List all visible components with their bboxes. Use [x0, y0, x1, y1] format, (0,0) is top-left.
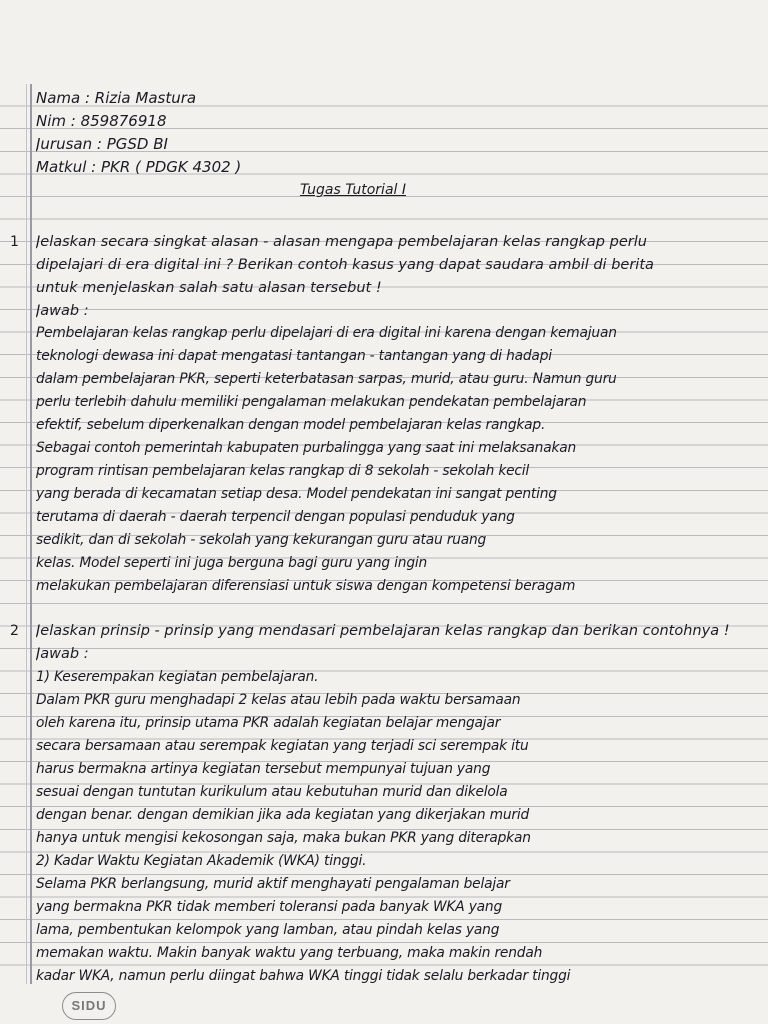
- q2-answer-8: hanya untuk mengisi kekosongan saja, maka bukan PKR yang diterapkan: [36, 830, 531, 846]
- q1-answer-6: Sebagai contoh pemerintah kabupaten purbalingga yang saat ini melaksanakan: [36, 440, 577, 456]
- q2-answer-14: kadar WKA, namun perlu diingat bahwa WKA tinggi tidak selalu berkadar tinggi: [36, 968, 571, 984]
- q1-line-3: untuk menjelaskan salah satu alasan tersebut !: [36, 280, 382, 296]
- student-name: Nama : Rizia Mastura: [36, 89, 197, 107]
- q1-answer-5: efektif, sebelum diperkenalkan dengan model pembelajaran kelas rangkap.: [36, 417, 546, 433]
- q2-answer-2: Dalam PKR guru menghadapi 2 kelas atau lebih pada waktu bersamaan: [36, 692, 521, 708]
- sidu-logo: SIDU: [62, 992, 116, 1020]
- q2-answer-13: memakan waktu. Makin banyak waktu yang terbuang, maka makin rendah: [36, 945, 543, 961]
- q1-answer-3: dalam pembelajaran PKR, seperti keterbatasan sarpas, murid, atau guru. Namun guru: [36, 371, 617, 387]
- q2-answer-12: lama, pembentukan kelompok yang lamban, atau pindah kelas yang: [36, 922, 500, 938]
- course: Matkul : PKR ( PDGK 4302 ): [36, 158, 242, 176]
- q1-answer-4: perlu terlebih dahulu memiliki pengalaman melakukan pendekatan pembelajaran: [36, 394, 587, 410]
- question-number-1: 1: [10, 234, 19, 250]
- q2-answer-3: oleh karena itu, prinsip utama PKR adalah kegiatan belajar mengajar: [36, 715, 501, 731]
- q1-answer-12: melakukan pembelajaran diferensiasi untuk siswa dengan kompetensi beragam: [36, 578, 576, 594]
- q2-answer-1: 1) Keserempakan kegiatan pembelajaran.: [36, 669, 319, 685]
- student-major: Jurusan : PGSD BI: [36, 135, 168, 153]
- q1-line-1: Jelaskan secara singkat alasan - alasan mengapa pembelajaran kelas rangkap perlu: [36, 234, 647, 250]
- q1-jawab: Jawab :: [36, 303, 89, 319]
- q2-answer-4: secara bersamaan atau serempak kegiatan yang terjadi sci serempak itu: [36, 738, 529, 754]
- q1-answer-10: sedikit, dan di sekolah - sekolah yang kekurangan guru atau ruang: [36, 532, 487, 548]
- q2-answer-7: dengan benar. dengan demikian jika ada kegiatan yang dikerjakan murid: [36, 807, 530, 823]
- top-margin: [0, 0, 768, 84]
- q2-answer-6: sesuai dengan tuntutan kurikulum atau kebutuhan murid dan dikelola: [36, 784, 508, 800]
- q1-answer-2: teknologi dewasa ini dapat mengatasi tantangan - tantangan yang di hadapi: [36, 348, 552, 364]
- margin-line-inner: [26, 84, 27, 984]
- student-nim: Nim : 859876918: [36, 112, 167, 130]
- q2-answer-10: Selama PKR berlangsung, murid aktif menghayati pengalaman belajar: [36, 876, 510, 892]
- q1-answer-7: program rintisan pembelajaran kelas rangkap di 8 sekolah - sekolah kecil: [36, 463, 530, 479]
- q2-answer-5: harus bermakna artinya kegiatan tersebut mempunyai tujuan yang: [36, 761, 491, 777]
- margin-line: [30, 84, 32, 984]
- q1-answer-1: Pembelajaran kelas rangkap perlu dipelajari di era digital ini karena dengan kemajuan: [36, 325, 617, 341]
- q1-answer-11: kelas. Model seperti ini juga berguna bagi guru yang ingin: [36, 555, 428, 571]
- q2-answer-9: 2) Kadar Waktu Kegiatan Akademik (WKA) tinggi.: [36, 853, 367, 869]
- q1-line-2: dipelajari di era digital ini ? Berikan contoh kasus yang dapat saudara ambil di berita: [36, 257, 654, 273]
- q2-answer-11: yang bermakna PKR tidak memberi toleransi pada banyak WKA yang: [36, 899, 503, 915]
- question-number-2: 2: [10, 623, 19, 639]
- assignment-title: Tugas Tutorial I: [300, 182, 406, 198]
- q1-answer-8: yang berada di kecamatan setiap desa. Model pendekatan ini sangat penting: [36, 486, 557, 502]
- q2-line-1: Jelaskan prinsip - prinsip yang mendasari pembelajaran kelas rangkap dan berikan contohnya !: [36, 623, 730, 639]
- q1-answer-9: terutama di daerah - daerah terpencil dengan populasi penduduk yang: [36, 509, 515, 525]
- q2-jawab: Jawab :: [36, 646, 89, 662]
